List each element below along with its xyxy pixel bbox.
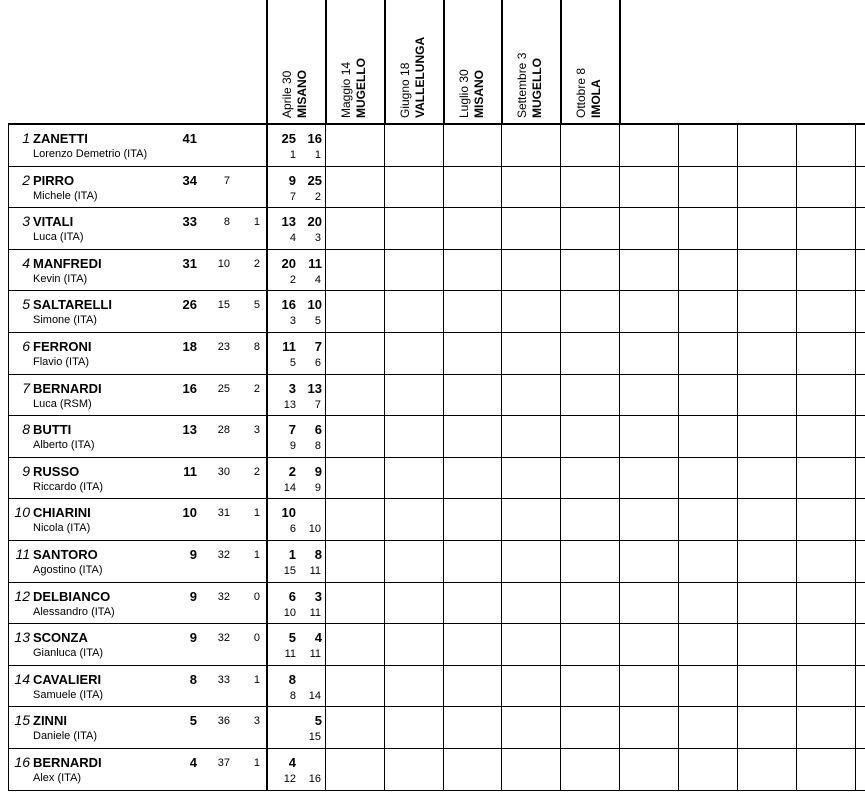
race2-points: 5	[314, 713, 322, 729]
race1-points: 16	[281, 297, 296, 313]
race2-points: 3	[314, 588, 322, 604]
gap-to-previous: 0	[253, 632, 260, 645]
total-points: 10	[182, 505, 197, 521]
race2-position: 8	[314, 440, 321, 453]
header-divider	[619, 0, 621, 124]
race1-position: 6	[289, 523, 296, 536]
driver-surname: ZINNI	[33, 713, 67, 729]
race-label	[398, 37, 428, 118]
gap-to-leader: 31	[217, 507, 230, 520]
position-number: 14	[14, 670, 30, 687]
driver-name: Alberto (ITA)	[33, 439, 95, 452]
total-points: 16	[182, 380, 197, 396]
position-number: 11	[15, 546, 30, 562]
race1-position: 7	[289, 190, 296, 203]
race2-position: 9	[314, 481, 321, 494]
race-date: Ottobre 8	[574, 67, 588, 118]
race1-points: 1	[288, 547, 296, 562]
race1-position: 8	[289, 689, 296, 702]
race1-position: 11	[284, 648, 296, 661]
race-label	[457, 69, 487, 118]
race2-points: 7	[314, 339, 322, 354]
total-points: 41	[182, 131, 197, 146]
gap-to-leader: 33	[217, 673, 230, 686]
race-label	[515, 53, 545, 118]
race2-position: 2	[314, 190, 321, 203]
total-points: 33	[182, 214, 197, 230]
driver-surname: CAVALIERI	[33, 671, 102, 687]
race1-position: 9	[289, 440, 296, 453]
standings-row	[0, 207, 865, 249]
race-date: Settembre 3	[515, 52, 529, 118]
standings-row	[0, 166, 865, 208]
standings-row	[0, 623, 865, 665]
race-header-2	[325, 0, 384, 124]
driver-surname: ZANETTI	[33, 131, 88, 146]
standings-row	[0, 415, 865, 457]
gap-to-previous: 2	[253, 257, 260, 270]
driver-name: Lorenzo Demetrio (ITA)	[33, 148, 148, 160]
standings-row	[0, 706, 865, 748]
race2-points: 8	[314, 547, 322, 562]
race1-points: 7	[288, 422, 296, 438]
gap-to-previous: 1	[253, 673, 260, 686]
race1-position: 13	[283, 398, 296, 411]
total-points: 18	[182, 339, 197, 354]
driver-name: Simone (ITA)	[33, 314, 97, 327]
standings-row	[0, 124, 865, 166]
gap-to-leader: 32	[217, 632, 230, 645]
driver-name: Daniele (ITA)	[33, 730, 97, 743]
total-points: 9	[189, 630, 197, 646]
gap-to-previous: 8	[253, 341, 260, 353]
position-number: 7	[22, 379, 30, 396]
race-track: VALLELUNGA	[413, 36, 427, 118]
driver-name: Luca (ITA)	[33, 231, 84, 244]
race1-points: 8	[288, 671, 296, 687]
gap-to-leader: 7	[223, 174, 230, 187]
race2-position: 5	[314, 315, 321, 328]
position-number: 9	[22, 462, 30, 479]
gap-to-previous: 3	[253, 715, 260, 728]
race1-points: 25	[281, 131, 296, 146]
standings-row	[0, 249, 865, 291]
race-header-1	[266, 0, 325, 124]
race2-points: 6	[314, 422, 322, 438]
gap-to-leader: 15	[217, 299, 230, 312]
race1-position: 12	[283, 773, 296, 785]
driver-name: Michele (ITA)	[33, 189, 98, 202]
race2-position: 7	[314, 398, 321, 411]
total-points: 34	[182, 172, 197, 188]
standings-row	[0, 498, 865, 540]
race1-position: 15	[283, 565, 296, 577]
race2-position: 15	[308, 731, 321, 744]
driver-name: Alessandro (ITA)	[33, 605, 115, 618]
total-points: 9	[189, 588, 197, 604]
driver-name: Riccardo (ITA)	[33, 480, 104, 493]
race-track: IMOLA	[589, 79, 603, 118]
total-points: 9	[189, 547, 197, 562]
standings-row	[0, 374, 865, 416]
race2-points: 11	[308, 255, 322, 271]
gap-to-previous: 0	[253, 590, 260, 603]
race2-position: 14	[308, 689, 321, 702]
race1-points: 20	[281, 255, 296, 271]
standings-row	[0, 457, 865, 499]
race-header-6	[560, 0, 619, 124]
gap-to-leader: 37	[217, 757, 230, 769]
driver-surname: SALTARELLI	[33, 297, 112, 313]
race2-position: 1	[314, 149, 321, 161]
gap-to-leader: 25	[217, 382, 230, 395]
race2-position: 10	[308, 523, 321, 536]
race1-position: 5	[289, 357, 296, 369]
race-track: MISANO	[472, 70, 486, 118]
total-points: 8	[189, 671, 197, 687]
driver-surname: SCONZA	[33, 630, 88, 646]
race-date: Giugno 18	[398, 62, 412, 118]
gap-to-previous: 1	[253, 549, 260, 561]
position-number: 5	[22, 296, 30, 313]
position-number: 3	[22, 213, 30, 230]
gap-to-leader: 23	[217, 341, 230, 353]
gap-to-leader: 8	[223, 216, 230, 229]
race1-position: 14	[283, 481, 296, 494]
total-points: 31	[182, 255, 197, 271]
race1-points: 4	[288, 755, 296, 770]
race1-points: 11	[282, 339, 296, 354]
driver-name: Gianluca (ITA)	[33, 647, 104, 660]
row-divider	[8, 790, 865, 791]
race-date: Aprile 30	[280, 70, 294, 118]
race-date: Luglio 30	[457, 69, 471, 118]
position-number: 16	[14, 754, 30, 770]
race-track: MUGELLO	[530, 58, 544, 118]
driver-name: Luca (RSM)	[33, 397, 92, 410]
gap-to-previous: 1	[253, 507, 260, 520]
race-header-3	[384, 0, 443, 124]
race1-position: 4	[289, 232, 296, 245]
driver-surname: DELBIANCO	[33, 588, 111, 604]
driver-surname: CHIARINI	[33, 505, 91, 521]
driver-name: Flavio (ITA)	[33, 356, 90, 368]
race-track: MUGELLO	[354, 58, 368, 118]
position-number: 10	[14, 504, 30, 521]
standings-row	[0, 748, 865, 790]
gap-to-leader: 36	[217, 715, 230, 728]
race-track: MISANO	[295, 70, 309, 118]
total-points: 26	[182, 297, 197, 313]
race-header-5	[501, 0, 560, 124]
gap-to-previous: 2	[253, 465, 260, 478]
race2-position: 11	[309, 606, 321, 619]
race-date: Maggio 14	[339, 61, 353, 118]
gap-to-leader: 32	[217, 549, 230, 561]
race-label	[339, 58, 369, 118]
race2-points: 16	[307, 131, 322, 146]
driver-surname: BERNARDI	[33, 380, 102, 396]
standings-row	[0, 332, 865, 374]
gap-to-previous: 3	[253, 424, 260, 437]
race2-position: 11	[309, 565, 321, 577]
gap-to-leader: 30	[217, 465, 230, 478]
standings-row	[0, 582, 865, 624]
race2-points: 4	[314, 630, 322, 646]
driver-name: Samuele (ITA)	[33, 688, 104, 701]
gap-to-previous: 1	[253, 757, 260, 769]
position-number: 15	[14, 712, 30, 729]
position-number: 6	[22, 338, 30, 354]
driver-surname: MANFREDI	[33, 255, 102, 271]
race1-points: 13	[281, 214, 296, 230]
driver-name: Kevin (ITA)	[33, 272, 88, 285]
race1-points: 10	[281, 505, 296, 521]
total-points: 11	[183, 463, 197, 479]
total-points: 4	[189, 755, 197, 770]
race1-position: 10	[283, 606, 296, 619]
race2-position: 6	[314, 357, 321, 369]
position-number: 4	[22, 254, 30, 271]
driver-name: Nicola (ITA)	[33, 522, 91, 535]
race1-points: 6	[288, 588, 296, 604]
race2-position: 3	[314, 232, 321, 245]
driver-surname: PIRRO	[33, 172, 75, 188]
race1-position: 1	[289, 149, 296, 161]
standings-row	[0, 665, 865, 707]
race2-points: 13	[307, 380, 322, 396]
race-header-4	[443, 0, 502, 124]
race2-position: 16	[308, 773, 321, 785]
position-number: 1	[22, 130, 30, 146]
position-number: 2	[22, 171, 30, 188]
driver-surname: VITALI	[33, 214, 74, 230]
driver-surname: BERNARDI	[33, 755, 102, 770]
driver-name: Agostino (ITA)	[33, 564, 103, 576]
position-number: 12	[14, 587, 30, 604]
race1-points: 2	[288, 463, 296, 479]
race2-points: 20	[307, 214, 322, 230]
standings-row	[0, 290, 865, 332]
race2-points: 25	[307, 172, 322, 188]
driver-surname: FERRONI	[33, 339, 92, 354]
gap-to-leader: 28	[217, 424, 230, 437]
gap-to-leader: 10	[217, 257, 230, 270]
race2-position: 11	[309, 648, 321, 661]
gap-to-previous: 5	[253, 299, 260, 312]
driver-name: Alex (ITA)	[33, 772, 82, 784]
race1-points: 3	[288, 380, 296, 396]
driver-surname: RUSSO	[33, 463, 80, 479]
gap-to-previous: 2	[253, 382, 260, 395]
gap-to-previous: 1	[253, 216, 260, 229]
race1-points: 5	[288, 630, 296, 646]
race1-position: 3	[289, 315, 296, 328]
race-label	[574, 68, 604, 118]
race2-points: 10	[307, 297, 322, 313]
race-label	[280, 70, 310, 118]
total-points: 5	[189, 713, 197, 729]
race1-position: 2	[289, 273, 296, 286]
race2-position: 4	[314, 273, 321, 286]
standings-row	[0, 540, 865, 582]
driver-surname: SANTORO	[33, 547, 98, 562]
position-number: 8	[22, 421, 30, 438]
driver-surname: BUTTI	[33, 422, 72, 438]
race2-points: 9	[314, 463, 322, 479]
gap-to-leader: 32	[217, 590, 230, 603]
total-points: 13	[182, 422, 197, 438]
position-number: 13	[14, 629, 30, 646]
race1-points: 9	[288, 172, 296, 188]
